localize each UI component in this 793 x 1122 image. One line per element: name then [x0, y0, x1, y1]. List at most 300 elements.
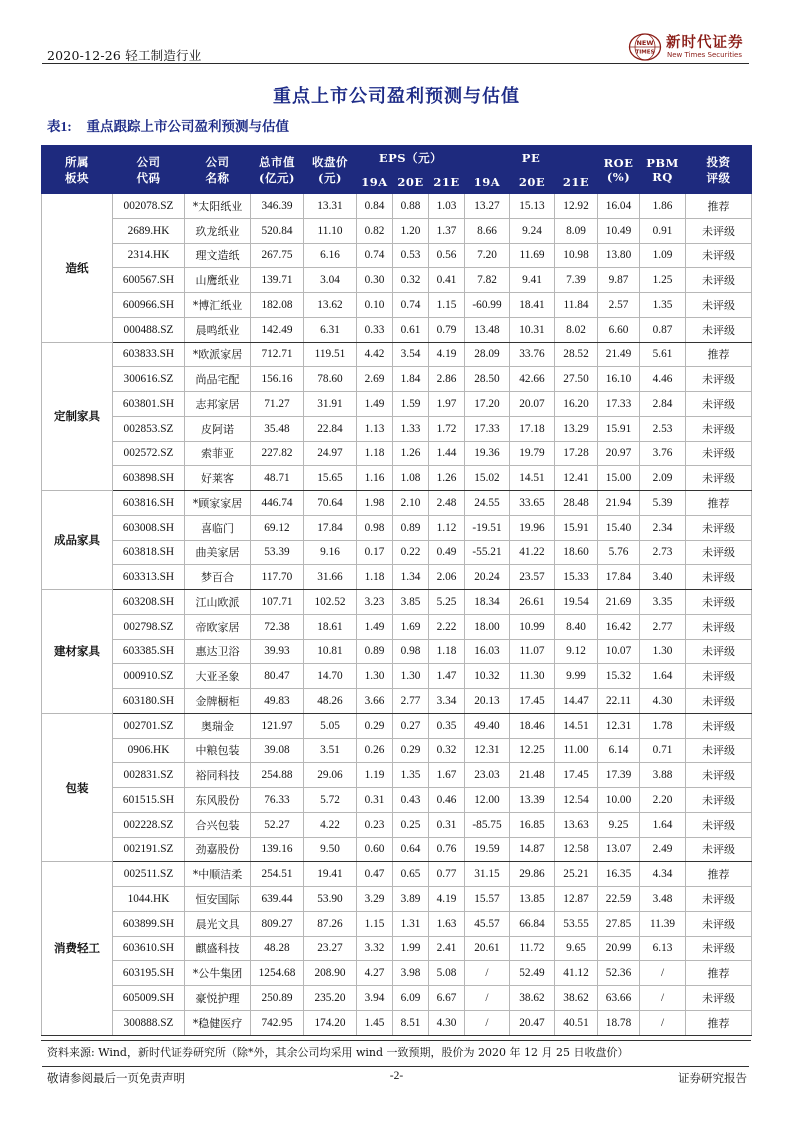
- cell-mktcap: 121.97: [251, 713, 304, 738]
- cell-code: 603610.SH: [113, 936, 185, 961]
- cell-eps-21e: 0.35: [429, 713, 465, 738]
- cell-code: 603313.SH: [113, 565, 185, 590]
- cell-pe-19a: 17.33: [465, 416, 510, 441]
- cell-pe-20e: 23.57: [510, 565, 555, 590]
- cell-pbmrq: 11.39: [640, 911, 686, 936]
- cell-code: 002191.SZ: [113, 837, 185, 862]
- cell-close: 10.81: [304, 639, 357, 664]
- table-row: [42, 961, 752, 986]
- cell-pe-21e: 9.65: [555, 936, 598, 961]
- cell-pe-21e: 41.12: [555, 961, 598, 986]
- table-row: [42, 812, 752, 837]
- cell-eps-20e: 2.10: [393, 491, 429, 516]
- cell-rating: 未评级: [686, 788, 752, 813]
- cell-eps-19a: 0.29: [357, 713, 393, 738]
- table-row: [42, 788, 752, 813]
- cell-mktcap: 69.12: [251, 515, 304, 540]
- cell-eps-20e: 1.69: [393, 614, 429, 639]
- svg-text:TIMES: TIMES: [635, 49, 655, 56]
- cell-rating: 未评级: [686, 367, 752, 392]
- cell-mktcap: 76.33: [251, 788, 304, 813]
- cell-eps-19a: 0.31: [357, 788, 393, 813]
- cell-code: 300616.SZ: [113, 367, 185, 392]
- cell-pe-21e: 38.62: [555, 986, 598, 1011]
- col-pbmrq-header: PBM RQ: [640, 146, 686, 194]
- table-row: [42, 763, 752, 788]
- table-row: [42, 416, 752, 441]
- cell-rating: 未评级: [686, 416, 752, 441]
- cell-roe: 22.11: [598, 689, 640, 714]
- cell-eps-20e: 0.25: [393, 812, 429, 837]
- cell-rating: 未评级: [686, 887, 752, 912]
- cell-rating: 未评级: [686, 763, 752, 788]
- cell-mktcap: 39.93: [251, 639, 304, 664]
- cell-pe-21e: 13.63: [555, 812, 598, 837]
- cell-pe-20e: 52.49: [510, 961, 555, 986]
- cell-name: 恒安国际: [185, 887, 251, 912]
- cell-pe-20e: 26.61: [510, 590, 555, 615]
- cell-close: 13.31: [304, 194, 357, 219]
- cell-roe: 15.40: [598, 515, 640, 540]
- table-row: [42, 392, 752, 417]
- col-name-header: 公司 名称: [185, 146, 251, 194]
- cell-mktcap: 254.51: [251, 862, 304, 887]
- cell-name: 尚品宅配: [185, 367, 251, 392]
- cell-pe-19a: 15.57: [465, 887, 510, 912]
- cell-roe: 13.80: [598, 243, 640, 268]
- cell-mktcap: 107.71: [251, 590, 304, 615]
- cell-eps-20e: 0.22: [393, 540, 429, 565]
- cell-name: 中粮包装: [185, 738, 251, 763]
- cell-pe-20e: 42.66: [510, 367, 555, 392]
- cell-eps-19a: 3.23: [357, 590, 393, 615]
- logo-company-name: 新时代证券: [666, 34, 744, 51]
- table-row: [42, 565, 752, 590]
- cell-roe: 21.49: [598, 342, 640, 367]
- cell-eps-21e: 0.49: [429, 540, 465, 565]
- table-row: [42, 317, 752, 342]
- cell-close: 48.26: [304, 689, 357, 714]
- cell-eps-19a: 4.42: [357, 342, 393, 367]
- cell-code: 0906.HK: [113, 738, 185, 763]
- table-row: [42, 911, 752, 936]
- cell-roe: 5.76: [598, 540, 640, 565]
- cell-eps-21e: 2.86: [429, 367, 465, 392]
- cell-eps-21e: 2.22: [429, 614, 465, 639]
- cell-code: 600966.SH: [113, 293, 185, 318]
- cell-rating: 未评级: [686, 317, 752, 342]
- cell-pe-21e: 12.41: [555, 466, 598, 491]
- col-pe-19a: 19A: [465, 171, 510, 194]
- cell-pbmrq: 1.64: [640, 664, 686, 689]
- cell-name: 劲嘉股份: [185, 837, 251, 862]
- cell-eps-21e: 0.46: [429, 788, 465, 813]
- cell-name: 玖龙纸业: [185, 218, 251, 243]
- cell-close: 6.31: [304, 317, 357, 342]
- cell-mktcap: 72.38: [251, 614, 304, 639]
- logo-badge-icon: [628, 32, 662, 62]
- cell-eps-21e: 0.32: [429, 738, 465, 763]
- cell-eps-19a: 1.13: [357, 416, 393, 441]
- cell-mktcap: 48.28: [251, 936, 304, 961]
- cell-rating: 未评级: [686, 466, 752, 491]
- cell-name: 惠达卫浴: [185, 639, 251, 664]
- cell-pe-19a: 13.27: [465, 194, 510, 219]
- cell-name: 皮阿诺: [185, 416, 251, 441]
- section-title: 重点上市公司盈利预测与估值: [273, 86, 520, 107]
- table-row: [42, 639, 752, 664]
- cell-name: 志邦家居: [185, 392, 251, 417]
- cell-pbmrq: 1.30: [640, 639, 686, 664]
- cell-pe-21e: 25.21: [555, 862, 598, 887]
- cell-pbmrq: /: [640, 1010, 686, 1035]
- cell-eps-20e: 0.65: [393, 862, 429, 887]
- cell-mktcap: 1254.68: [251, 961, 304, 986]
- cell-pe-21e: 15.91: [555, 515, 598, 540]
- cell-eps-19a: 1.18: [357, 441, 393, 466]
- cell-close: 5.05: [304, 713, 357, 738]
- cell-eps-21e: 1.72: [429, 416, 465, 441]
- cell-pe-21e: 11.84: [555, 293, 598, 318]
- cell-name: 晨鸣纸业: [185, 317, 251, 342]
- table-row: [42, 887, 752, 912]
- cell-close: 22.84: [304, 416, 357, 441]
- cell-pe-21e: 40.51: [555, 1010, 598, 1035]
- cell-pe-20e: 29.86: [510, 862, 555, 887]
- cell-code: 603899.SH: [113, 911, 185, 936]
- table-bottom-rule: [41, 1040, 751, 1041]
- table-row: [42, 293, 752, 318]
- cell-pe-19a: 20.61: [465, 936, 510, 961]
- cell-pbmrq: 4.46: [640, 367, 686, 392]
- cell-pe-20e: 41.22: [510, 540, 555, 565]
- cell-pe-20e: 13.39: [510, 788, 555, 813]
- cell-pe-21e: 17.45: [555, 763, 598, 788]
- header-date-industry: 2020-12-26 轻工制造行业: [47, 48, 202, 63]
- cell-eps-21e: 1.18: [429, 639, 465, 664]
- cell-mktcap: 520.84: [251, 218, 304, 243]
- cell-pe-21e: 13.29: [555, 416, 598, 441]
- cell-roe: 2.57: [598, 293, 640, 318]
- cell-eps-21e: 4.30: [429, 1010, 465, 1035]
- cell-mktcap: 227.82: [251, 441, 304, 466]
- cell-pe-20e: 19.96: [510, 515, 555, 540]
- cell-close: 174.20: [304, 1010, 357, 1035]
- cell-pbmrq: 2.49: [640, 837, 686, 862]
- cell-eps-19a: 4.27: [357, 961, 393, 986]
- cell-eps-21e: 2.06: [429, 565, 465, 590]
- cell-pe-19a: 17.20: [465, 392, 510, 417]
- cell-rating: 未评级: [686, 268, 752, 293]
- cell-eps-21e: 1.37: [429, 218, 465, 243]
- table-row: [42, 218, 752, 243]
- table-row: [42, 194, 752, 219]
- cell-code: 2314.HK: [113, 243, 185, 268]
- cell-eps-19a: 0.33: [357, 317, 393, 342]
- cell-pe-19a: /: [465, 961, 510, 986]
- cell-eps-21e: 4.19: [429, 887, 465, 912]
- cell-roe: 21.94: [598, 491, 640, 516]
- cell-close: 19.41: [304, 862, 357, 887]
- valuation-table: [41, 145, 752, 1036]
- cell-eps-21e: 1.03: [429, 194, 465, 219]
- table-row: [42, 614, 752, 639]
- cell-code: 603801.SH: [113, 392, 185, 417]
- cell-close: 6.16: [304, 243, 357, 268]
- col-close-header: 收盘价 (元): [304, 146, 357, 194]
- cell-rating: 推荐: [686, 194, 752, 219]
- cell-pe-19a: 15.02: [465, 466, 510, 491]
- col-eps-21e: 21E: [429, 171, 465, 194]
- cell-eps-21e: 3.34: [429, 689, 465, 714]
- cell-eps-20e: 1.30: [393, 664, 429, 689]
- table-row: [42, 515, 752, 540]
- cell-eps-20e: 1.26: [393, 441, 429, 466]
- cell-name: 理文造纸: [185, 243, 251, 268]
- cell-roe: 16.35: [598, 862, 640, 887]
- cell-roe: 17.39: [598, 763, 640, 788]
- cell-close: 14.70: [304, 664, 357, 689]
- cell-pe-19a: 31.15: [465, 862, 510, 887]
- cell-eps-19a: 0.17: [357, 540, 393, 565]
- cell-pe-19a: 28.09: [465, 342, 510, 367]
- cell-pe-19a: 28.50: [465, 367, 510, 392]
- cell-pe-20e: 16.85: [510, 812, 555, 837]
- footer-page-number: -2-: [389, 1070, 404, 1082]
- cell-code: 600567.SH: [113, 268, 185, 293]
- cell-eps-20e: 1.99: [393, 936, 429, 961]
- cell-pbmrq: 3.48: [640, 887, 686, 912]
- cell-pe-20e: 17.45: [510, 689, 555, 714]
- cell-eps-20e: 1.20: [393, 218, 429, 243]
- cell-pe-20e: 21.48: [510, 763, 555, 788]
- footer-report-type: 证券研究报告: [678, 1071, 747, 1085]
- cell-close: 78.60: [304, 367, 357, 392]
- cell-name: 江山欧派: [185, 590, 251, 615]
- cell-code: 002701.SZ: [113, 713, 185, 738]
- cell-rating: 推荐: [686, 491, 752, 516]
- cell-roe: 20.99: [598, 936, 640, 961]
- table-row: [42, 862, 752, 887]
- cell-mktcap: 49.83: [251, 689, 304, 714]
- cell-close: 4.22: [304, 812, 357, 837]
- cell-pe-21e: 12.92: [555, 194, 598, 219]
- table-row: [42, 367, 752, 392]
- cell-eps-19a: 0.89: [357, 639, 393, 664]
- cell-name: 大亚圣象: [185, 664, 251, 689]
- cell-mktcap: 346.39: [251, 194, 304, 219]
- sector-label: 包装: [42, 713, 113, 862]
- cell-close: 235.20: [304, 986, 357, 1011]
- cell-name: 好莱客: [185, 466, 251, 491]
- cell-pe-19a: 45.57: [465, 911, 510, 936]
- cell-pe-21e: 14.47: [555, 689, 598, 714]
- cell-pe-19a: /: [465, 986, 510, 1011]
- cell-pbmrq: 2.77: [640, 614, 686, 639]
- cell-pe-21e: 15.33: [555, 565, 598, 590]
- cell-pe-21e: 28.48: [555, 491, 598, 516]
- cell-eps-20e: 1.33: [393, 416, 429, 441]
- cell-roe: 16.42: [598, 614, 640, 639]
- cell-code: 603818.SH: [113, 540, 185, 565]
- cell-eps-19a: 1.15: [357, 911, 393, 936]
- col-sector-header: 所属 板块: [42, 146, 113, 194]
- cell-eps-21e: 5.25: [429, 590, 465, 615]
- cell-mktcap: 52.27: [251, 812, 304, 837]
- cell-code: 603385.SH: [113, 639, 185, 664]
- cell-mktcap: 809.27: [251, 911, 304, 936]
- cell-close: 13.62: [304, 293, 357, 318]
- cell-rating: 未评级: [686, 540, 752, 565]
- cell-eps-20e: 1.34: [393, 565, 429, 590]
- cell-pe-19a: 20.24: [465, 565, 510, 590]
- cell-mktcap: 712.71: [251, 342, 304, 367]
- cell-eps-21e: 2.41: [429, 936, 465, 961]
- cell-rating: 未评级: [686, 936, 752, 961]
- cell-roe: 9.25: [598, 812, 640, 837]
- table-row: [42, 268, 752, 293]
- cell-pe-20e: 15.13: [510, 194, 555, 219]
- cell-name: 金牌橱柜: [185, 689, 251, 714]
- cell-mktcap: 117.70: [251, 565, 304, 590]
- cell-code: 000488.SZ: [113, 317, 185, 342]
- cell-name: 山鹰纸业: [185, 268, 251, 293]
- cell-eps-20e: 1.08: [393, 466, 429, 491]
- table-caption-number: 表1:: [47, 119, 72, 134]
- cell-close: 3.04: [304, 268, 357, 293]
- cell-eps-19a: 0.84: [357, 194, 393, 219]
- cell-pe-19a: 24.55: [465, 491, 510, 516]
- cell-eps-20e: 0.61: [393, 317, 429, 342]
- cell-roe: 15.32: [598, 664, 640, 689]
- cell-roe: 10.00: [598, 788, 640, 813]
- cell-pbmrq: /: [640, 986, 686, 1011]
- cell-pbmrq: 5.39: [640, 491, 686, 516]
- cell-pbmrq: 0.87: [640, 317, 686, 342]
- table-caption-text: 重点跟踪上市公司盈利预测与估值: [86, 119, 289, 135]
- col-eps-19a: 19A: [357, 171, 393, 194]
- cell-code: 2689.HK: [113, 218, 185, 243]
- cell-eps-20e: 3.89: [393, 887, 429, 912]
- cell-pe-19a: -19.51: [465, 515, 510, 540]
- cell-name: 梦百合: [185, 565, 251, 590]
- cell-eps-20e: 0.29: [393, 738, 429, 763]
- cell-close: 119.51: [304, 342, 357, 367]
- cell-eps-21e: 0.41: [429, 268, 465, 293]
- cell-code: 002511.SZ: [113, 862, 185, 887]
- cell-pe-21e: 7.39: [555, 268, 598, 293]
- cell-mktcap: 48.71: [251, 466, 304, 491]
- cell-roe: 9.87: [598, 268, 640, 293]
- cell-pe-19a: 12.00: [465, 788, 510, 813]
- cell-rating: 未评级: [686, 911, 752, 936]
- table-caption: [47, 115, 289, 135]
- cell-roe: 16.10: [598, 367, 640, 392]
- cell-name: *博汇纸业: [185, 293, 251, 318]
- cell-pe-21e: 53.55: [555, 911, 598, 936]
- cell-eps-19a: 0.30: [357, 268, 393, 293]
- cell-eps-20e: 1.31: [393, 911, 429, 936]
- cell-close: 24.97: [304, 441, 357, 466]
- cell-eps-19a: 1.16: [357, 466, 393, 491]
- cell-name: *稳健医疗: [185, 1010, 251, 1035]
- table-row: [42, 738, 752, 763]
- cell-rating: 未评级: [686, 664, 752, 689]
- cell-mktcap: 80.47: [251, 664, 304, 689]
- cell-pbmrq: 1.78: [640, 713, 686, 738]
- cell-name: 东风股份: [185, 788, 251, 813]
- cell-name: 奥瑞金: [185, 713, 251, 738]
- cell-eps-21e: 0.77: [429, 862, 465, 887]
- table-row: [42, 689, 752, 714]
- cell-eps-19a: 3.29: [357, 887, 393, 912]
- cell-roe: 63.66: [598, 986, 640, 1011]
- cell-name: 合兴包装: [185, 812, 251, 837]
- col-mktcap-header: 总市值 (亿元): [251, 146, 304, 194]
- cell-name: 晨光文具: [185, 911, 251, 936]
- cell-pe-20e: 20.07: [510, 392, 555, 417]
- cell-eps-19a: 3.94: [357, 986, 393, 1011]
- cell-eps-21e: 1.67: [429, 763, 465, 788]
- cell-eps-19a: 0.10: [357, 293, 393, 318]
- cell-eps-19a: 1.18: [357, 565, 393, 590]
- table-row: [42, 540, 752, 565]
- cell-pbmrq: 2.53: [640, 416, 686, 441]
- cell-rating: 未评级: [686, 713, 752, 738]
- cell-roe: 6.60: [598, 317, 640, 342]
- cell-name: 裕同科技: [185, 763, 251, 788]
- cell-close: 9.16: [304, 540, 357, 565]
- sector-label: 造纸: [42, 194, 113, 343]
- cell-code: 1044.HK: [113, 887, 185, 912]
- cell-eps-19a: 0.23: [357, 812, 393, 837]
- cell-pe-19a: -55.21: [465, 540, 510, 565]
- cell-eps-19a: 0.82: [357, 218, 393, 243]
- cell-eps-19a: 3.66: [357, 689, 393, 714]
- cell-close: 11.10: [304, 218, 357, 243]
- cell-pe-20e: 11.30: [510, 664, 555, 689]
- cell-rating: 未评级: [686, 218, 752, 243]
- cell-pe-20e: 10.99: [510, 614, 555, 639]
- cell-eps-21e: 5.08: [429, 961, 465, 986]
- cell-eps-21e: 1.63: [429, 911, 465, 936]
- table-row: [42, 837, 752, 862]
- cell-pe-20e: 14.87: [510, 837, 555, 862]
- cell-pbmrq: 1.25: [640, 268, 686, 293]
- cell-pe-21e: 10.98: [555, 243, 598, 268]
- cell-roe: 52.36: [598, 961, 640, 986]
- cell-code: 605009.SH: [113, 986, 185, 1011]
- cell-pe-19a: 49.40: [465, 713, 510, 738]
- cell-pe-19a: 7.20: [465, 243, 510, 268]
- cell-mktcap: 182.08: [251, 293, 304, 318]
- cell-mktcap: 53.39: [251, 540, 304, 565]
- sector-label: 成品家具: [42, 491, 113, 590]
- cell-eps-19a: 1.19: [357, 763, 393, 788]
- cell-eps-20e: 0.64: [393, 837, 429, 862]
- cell-rating: 未评级: [686, 812, 752, 837]
- cell-mktcap: 250.89: [251, 986, 304, 1011]
- cell-rating: 未评级: [686, 243, 752, 268]
- cell-eps-21e: 1.47: [429, 664, 465, 689]
- cell-name: 麒盛科技: [185, 936, 251, 961]
- cell-pe-20e: 9.41: [510, 268, 555, 293]
- cell-roe: 16.04: [598, 194, 640, 219]
- cell-pe-21e: 12.58: [555, 837, 598, 862]
- cell-close: 17.84: [304, 515, 357, 540]
- logo-company-name-en: New Times Securities: [667, 51, 742, 59]
- cell-pe-19a: -60.99: [465, 293, 510, 318]
